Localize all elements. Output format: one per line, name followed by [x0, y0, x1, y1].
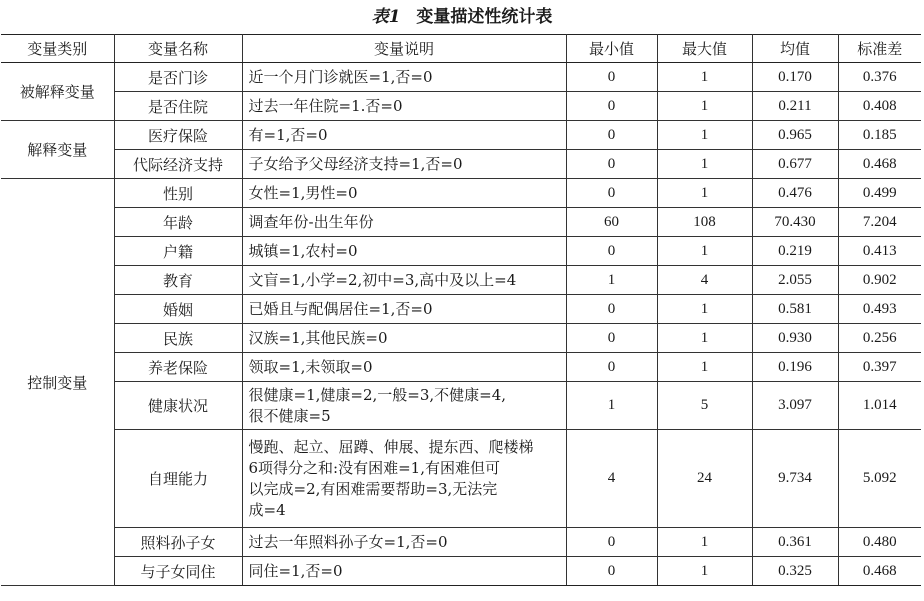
table-title: 变量描述性统计表: [416, 7, 553, 27]
sd-value: 0.468: [838, 557, 921, 586]
description-line: 6项得分之和:没有困难=1,有困难但可: [248, 458, 500, 477]
table-row: [1, 92, 921, 121]
variable-description: 领取=1,未领取=0: [242, 353, 566, 382]
variable-name: 民族: [114, 324, 242, 353]
variable-name: 是否住院: [114, 92, 242, 121]
table-row: [1, 295, 921, 324]
max-value: 4: [657, 266, 752, 295]
header-name: 变量名称: [114, 35, 242, 63]
table-row: [1, 528, 921, 557]
max-value: 1: [657, 528, 752, 557]
variable-name: 健康状况: [114, 382, 242, 430]
header-row: [1, 35, 921, 63]
sd-value: 1.014: [838, 382, 921, 430]
table-row: [1, 353, 921, 382]
sd-value: 0.499: [838, 179, 921, 208]
max-value: 24: [657, 430, 752, 528]
variable-name: 代际经济支持: [114, 150, 242, 179]
max-value: 1: [657, 324, 752, 353]
variable-description: [242, 430, 566, 528]
variable-description: 过去一年照料孙子女=1,否=0: [242, 528, 566, 557]
variable-name: 性别: [114, 179, 242, 208]
sd-value: 0.493: [838, 295, 921, 324]
min-value: 4: [566, 430, 657, 528]
category-cell: 控制变量: [1, 179, 114, 586]
header-min: 最小值: [566, 35, 657, 63]
variable-description: 女性=1,男性=0: [242, 179, 566, 208]
min-value: 1: [566, 266, 657, 295]
mean-value: 0.581: [752, 295, 838, 324]
variable-name: 是否门诊: [114, 63, 242, 92]
mean-value: 3.097: [752, 382, 838, 430]
mean-value: 0.196: [752, 353, 838, 382]
min-value: 0: [566, 237, 657, 266]
variable-name: 年龄: [114, 208, 242, 237]
header-max: 最大值: [657, 35, 752, 63]
category-cell: 被解释变量: [1, 63, 114, 121]
min-value: 0: [566, 528, 657, 557]
max-value: 1: [657, 63, 752, 92]
mean-value: 0.677: [752, 150, 838, 179]
max-value: 5: [657, 382, 752, 430]
description-line: 成=4: [248, 500, 286, 519]
table-row: [1, 557, 921, 586]
min-value: 0: [566, 92, 657, 121]
mean-value: 0.476: [752, 179, 838, 208]
variable-description: 同住=1,否=0: [242, 557, 566, 586]
sd-value: 5.092: [838, 430, 921, 528]
variable-description: 文盲=1,小学=2,初中=3,高中及以上=4: [242, 266, 566, 295]
table-row: [1, 382, 921, 430]
description-line: 慢跑、起立、屈蹲、伸展、提东西、爬楼梯: [248, 437, 534, 456]
min-value: 0: [566, 121, 657, 150]
mean-value: 2.055: [752, 266, 838, 295]
max-value: 1: [657, 121, 752, 150]
mean-value: 9.734: [752, 430, 838, 528]
table-number: 表1: [371, 7, 401, 27]
sd-value: 0.185: [838, 121, 921, 150]
variable-description: 子女给予父母经济支持=1,否=0: [242, 150, 566, 179]
sd-value: 0.256: [838, 324, 921, 353]
header-mean: 均值: [752, 35, 838, 63]
table-row: [1, 430, 921, 528]
min-value: 60: [566, 208, 657, 237]
max-value: 1: [657, 179, 752, 208]
variable-description: 已婚且与配偶居住=1,否=0: [242, 295, 566, 324]
table-row: [1, 266, 921, 295]
table-row: [1, 179, 921, 208]
variable-name: 照料孙子女: [114, 528, 242, 557]
description-line: 很不健康=5: [248, 406, 331, 425]
statistics-table: [1, 34, 921, 586]
variable-name: 教育: [114, 266, 242, 295]
max-value: 1: [657, 295, 752, 324]
variable-name: 婚姻: [114, 295, 242, 324]
sd-value: 0.480: [838, 528, 921, 557]
mean-value: 0.170: [752, 63, 838, 92]
mean-value: 0.965: [752, 121, 838, 150]
sd-value: 0.468: [838, 150, 921, 179]
max-value: 108: [657, 208, 752, 237]
sd-value: 7.204: [838, 208, 921, 237]
variable-name: 医疗保险: [114, 121, 242, 150]
min-value: 0: [566, 557, 657, 586]
variable-description: 城镇=1,农村=0: [242, 237, 566, 266]
variable-description: 过去一年住院=1.否=0: [242, 92, 566, 121]
category-cell: 解释变量: [1, 121, 114, 179]
mean-value: 0.219: [752, 237, 838, 266]
variable-description: [242, 382, 566, 430]
table-row: [1, 237, 921, 266]
mean-value: 0.211: [752, 92, 838, 121]
sd-value: 0.376: [838, 63, 921, 92]
table-row: [1, 63, 921, 92]
min-value: 0: [566, 295, 657, 324]
header-category: 变量类别: [1, 35, 114, 63]
min-value: 0: [566, 179, 657, 208]
table-row: [1, 150, 921, 179]
table-row: [1, 324, 921, 353]
max-value: 1: [657, 237, 752, 266]
variable-name: 户籍: [114, 237, 242, 266]
mean-value: 70.430: [752, 208, 838, 237]
max-value: 1: [657, 353, 752, 382]
variable-name: 自理能力: [114, 430, 242, 528]
variable-name: 养老保险: [114, 353, 242, 382]
mean-value: 0.361: [752, 528, 838, 557]
sd-value: 0.413: [838, 237, 921, 266]
mean-value: 0.930: [752, 324, 838, 353]
sd-value: 0.408: [838, 92, 921, 121]
min-value: 0: [566, 353, 657, 382]
variable-name: 与子女同住: [114, 557, 242, 586]
variable-description: 有=1,否=0: [242, 121, 566, 150]
sd-value: 0.902: [838, 266, 921, 295]
mean-value: 0.325: [752, 557, 838, 586]
header-description: 变量说明: [242, 35, 566, 63]
min-value: 0: [566, 150, 657, 179]
description-line: 很健康=1,健康=2,一般=3,不健康=4,: [248, 385, 507, 404]
table-row: [1, 121, 921, 150]
header-sd: 标准差: [838, 35, 921, 63]
min-value: 0: [566, 324, 657, 353]
table-caption: [0, 0, 924, 34]
min-value: 1: [566, 382, 657, 430]
variable-description: 汉族=1,其他民族=0: [242, 324, 566, 353]
min-value: 0: [566, 63, 657, 92]
variable-description: 调查年份-出生年份: [242, 208, 566, 237]
sd-value: 0.397: [838, 353, 921, 382]
variable-description: 近一个月门诊就医=1,否=0: [242, 63, 566, 92]
table-row: [1, 208, 921, 237]
max-value: 1: [657, 557, 752, 586]
max-value: 1: [657, 92, 752, 121]
description-line: 以完成=2,有困难需要帮助=3,无法完: [248, 479, 498, 498]
max-value: 1: [657, 150, 752, 179]
